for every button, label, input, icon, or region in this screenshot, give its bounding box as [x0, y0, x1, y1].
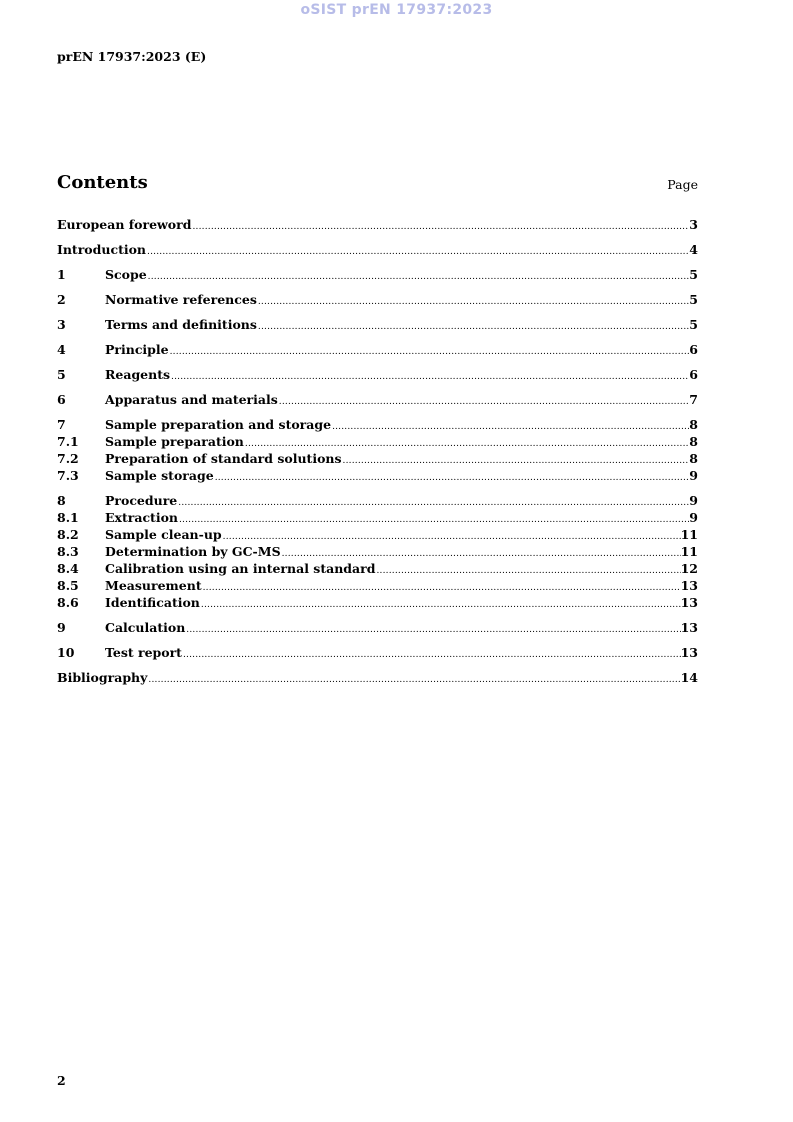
toc-entry[interactable]: [57, 492, 698, 509]
toc-dot-leader: [191, 219, 689, 236]
toc-entry-page: 8: [689, 434, 698, 449]
toc-entry[interactable]: [57, 241, 698, 258]
toc-entry-title: Scope: [105, 267, 147, 282]
toc-entry-title: Sample preparation: [105, 434, 244, 449]
toc-entry-page: 13: [680, 645, 698, 660]
toc-dot-leader: [147, 672, 680, 689]
toc-entry-number: 8.5: [57, 578, 79, 593]
toc-dot-leader: [278, 394, 690, 411]
toc-entry-title: Measurement: [105, 578, 202, 593]
toc-entry-title: European foreword: [57, 217, 192, 232]
toc-entry-page: 6: [689, 367, 698, 382]
toc-entry-number: 9: [57, 620, 66, 635]
toc-entry-title: Principle: [105, 342, 169, 357]
toc-dot-leader: [375, 563, 680, 580]
toc-entry-number: 3: [57, 317, 66, 332]
toc-entry[interactable]: [57, 509, 698, 526]
toc-entry-number: 8.3: [57, 544, 79, 559]
toc-entry-title: Terms and definitions: [105, 317, 257, 332]
toc-entry-page: 7: [689, 392, 698, 407]
toc-entry-page: 5: [689, 292, 698, 307]
toc-dot-leader: [342, 453, 690, 470]
toc-entry[interactable]: [57, 391, 698, 408]
toc-entry-number: 8.1: [57, 510, 79, 525]
toc-entry-title: Test report: [105, 645, 182, 660]
toc-entry[interactable]: [57, 543, 698, 560]
toc-dot-leader: [185, 622, 680, 639]
toc-entry-page: 9: [689, 468, 698, 483]
toc-entry-number: 7.1: [57, 434, 79, 449]
toc-entry-number: 2: [57, 292, 66, 307]
toc-entry-number: 7.2: [57, 451, 79, 466]
toc-entry[interactable]: [57, 366, 698, 383]
toc-entry[interactable]: [57, 216, 698, 233]
toc-entry[interactable]: [57, 433, 698, 450]
toc-entry-title: Calibration using an internal standard: [105, 561, 376, 576]
toc-entry-page: 12: [680, 561, 698, 576]
toc-entry-title: Reagents: [105, 367, 171, 382]
toc-dot-leader: [214, 470, 690, 487]
toc-entry-number: 6: [57, 392, 66, 407]
toc-entry-title: Sample clean-up: [105, 527, 222, 542]
toc-dot-leader: [146, 244, 689, 261]
document-id: prEN 17937:2023 (E): [57, 49, 207, 64]
toc-entry-number: 4: [57, 342, 66, 357]
toc-dot-leader: [200, 597, 681, 614]
toc-entry-title: Preparation of standard solutions: [105, 451, 342, 466]
toc-entry-title: Procedure: [105, 493, 178, 508]
toc-entry-page: 13: [680, 620, 698, 635]
toc-entry[interactable]: [57, 416, 698, 433]
toc-dot-leader: [202, 580, 681, 597]
toc-entry[interactable]: [57, 266, 698, 283]
toc-entry-title: Identification: [105, 595, 200, 610]
page-number: 2: [57, 1073, 66, 1088]
toc-entry[interactable]: [57, 594, 698, 611]
toc-entry-number: 7: [57, 417, 66, 432]
toc-entry-number: 7.3: [57, 468, 79, 483]
toc-entry-title: Calculation: [105, 620, 186, 635]
toc-dot-leader: [147, 269, 690, 286]
table-of-contents: [57, 216, 698, 686]
toc-entry[interactable]: [57, 291, 698, 308]
toc-dot-leader: [178, 512, 689, 529]
toc-entry-page: 3: [689, 217, 698, 232]
toc-entry-page: 11: [680, 544, 698, 559]
toc-entry-title: Determination by GC-MS: [105, 544, 281, 559]
toc-entry[interactable]: [57, 560, 698, 577]
toc-entry-page: 4: [689, 242, 698, 257]
toc-entry-title: Extraction: [105, 510, 178, 525]
toc-entry-page: 13: [680, 595, 698, 610]
toc-entry-title: Normative references: [105, 292, 257, 307]
toc-dot-leader: [222, 529, 681, 546]
toc-dot-leader: [331, 419, 689, 436]
toc-entry-title: Sample preparation and storage: [105, 417, 332, 432]
toc-entry-title: Apparatus and materials: [105, 392, 278, 407]
toc-entry[interactable]: [57, 450, 698, 467]
toc-entry-title: Introduction: [57, 242, 147, 257]
toc-entry-page: 8: [689, 417, 698, 432]
toc-dot-leader: [170, 369, 689, 386]
toc-entry-number: 8: [57, 493, 66, 508]
page-column-label: Page: [667, 177, 698, 192]
toc-dot-leader: [182, 647, 681, 664]
toc-dot-leader: [177, 495, 689, 512]
toc-entry-number: 8.6: [57, 595, 79, 610]
toc-entry-page: 5: [689, 267, 698, 282]
toc-entry-page: 5: [689, 317, 698, 332]
toc-entry-number: 8.4: [57, 561, 79, 576]
toc-entry[interactable]: [57, 316, 698, 333]
toc-entry[interactable]: [57, 577, 698, 594]
toc-entry-page: 8: [689, 451, 698, 466]
toc-entry[interactable]: [57, 619, 698, 636]
toc-entry-page: 9: [689, 510, 698, 525]
toc-entry-title: Sample storage: [105, 468, 214, 483]
toc-entry-page: 14: [680, 670, 698, 685]
contents-title: Contents: [57, 172, 148, 193]
toc-entry-number: 8.2: [57, 527, 79, 542]
watermark: oSIST prEN 17937:2023: [300, 2, 493, 18]
toc-entry-number: 10: [57, 645, 75, 660]
toc-entry-page: 6: [689, 342, 698, 357]
toc-dot-leader: [257, 319, 689, 336]
toc-dot-leader: [257, 294, 689, 311]
toc-entry-number: 5: [57, 367, 66, 382]
toc-entry-page: 13: [680, 578, 698, 593]
toc-entry[interactable]: [57, 644, 698, 661]
toc-entry-page: 9: [689, 493, 698, 508]
toc-entry[interactable]: [57, 341, 698, 358]
toc-dot-leader: [169, 344, 690, 361]
toc-entry-title: Bibliography: [57, 670, 148, 685]
toc-entry[interactable]: [57, 526, 698, 543]
toc-entry-page: 11: [680, 527, 698, 542]
toc-entry-number: 1: [57, 267, 66, 282]
toc-entry[interactable]: [57, 669, 698, 686]
toc-entry[interactable]: [57, 467, 698, 484]
